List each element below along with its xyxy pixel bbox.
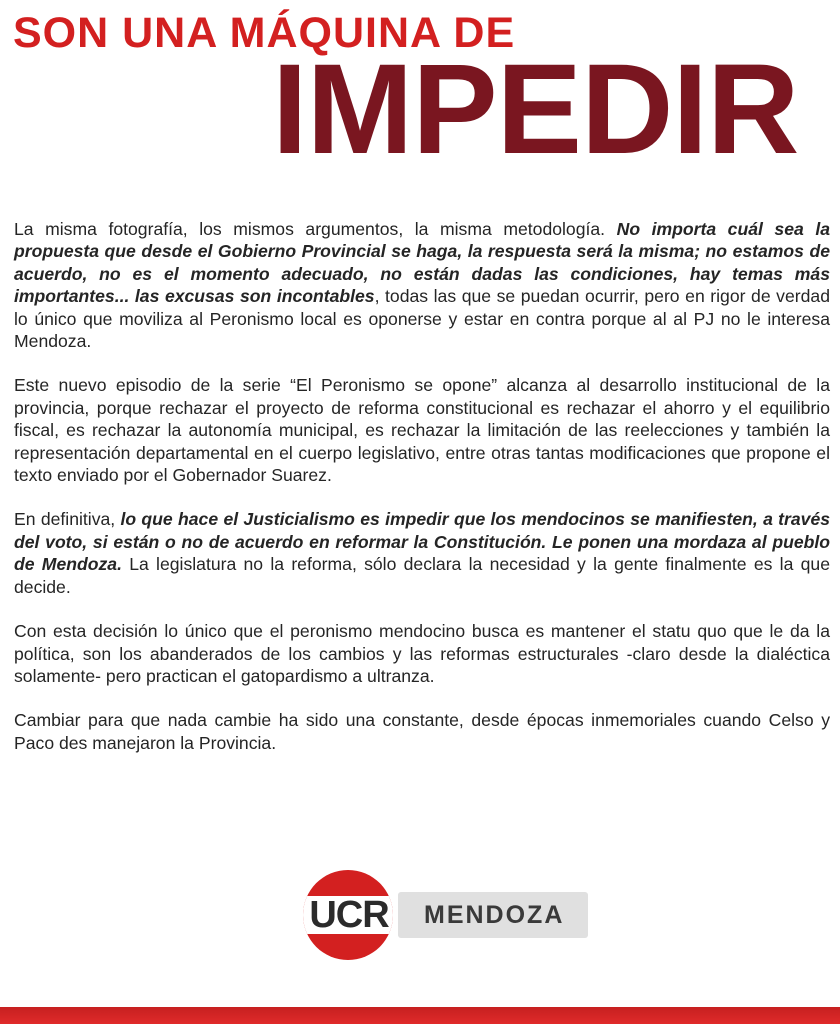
paragraph-1-emphasis: No importa cuál sea la propuesta que desde el Gobierno Provincial se haga, la respuesta será la misma; no estamos de acuerdo, no es el momento adecuado, no están dadas las condiciones, hay temas más importantes... las excusas son incontables [14, 219, 830, 307]
article-body [14, 218, 830, 776]
ucr-mendoza-logo [303, 870, 593, 966]
paragraph-5: Cambiar para que nada cambie ha sido una constante, desde épocas inmemoriales cuando Celso y Paco des manejaron la Provincia. [14, 710, 830, 753]
region-label: MENDOZA [424, 901, 565, 929]
paragraph-3-intro: En definitiva, [14, 509, 121, 530]
paragraph-3 [14, 508, 830, 598]
bottom-bar [0, 1007, 840, 1024]
headline-main: IMPEDIR [272, 38, 799, 181]
paragraph-4: Con esta decisión lo único que el peronismo mendocino busca es mantener el statu quo que le da la política, son los abanderados de los cambios y las reformas estructurales -claro desde la dialéctica solamente- pero practican el gatopardismo a ultranza. [14, 621, 830, 686]
region-label-box [398, 892, 588, 938]
paragraph-1-intro: La misma fotografía, los mismos argumentos, la misma metodología. [14, 219, 617, 239]
paragraph-3-emphasis: lo que hace el Justicialismo es impedir que los mendocinos se manifiesten, a través del voto, si están o no de acuerdo en reformar la Constitución. Le ponen una mordaza al pueblo de Mendoza. [14, 509, 831, 575]
paragraph-1-rest: , todas las que se puedan ocurrir, pero en rigor de verdad lo único que moviliza al Peronismo local es oponerse y estar en contra porque al al PJ no le interesa Mendoza. [14, 286, 830, 352]
paragraph-3-rest: La legislatura no la reforma, sólo declara la necesidad y la gente finalmente es la que decide. [14, 554, 830, 597]
paragraph-2: Este nuevo episodio de la serie “El Peronismo se opone” alcanza al desarrollo institucional de la provincia, porque rechazar el proyecto de reforma constitucional es rechazar el ahorro y el equilibrio fiscal, es rechazar la autonomía municipal, es rechazar la limitación de las reelecciones y también la representación departamental en el cuerpo legislativo, entre otras tantas modificaciones que propone el texto enviado por el Gobernador Suarez. [14, 375, 830, 486]
ucr-logo-text: UCR [309, 894, 389, 936]
paragraph-1 [14, 218, 830, 352]
headline-top: SON UNA MÁQUINA DE [13, 9, 516, 57]
